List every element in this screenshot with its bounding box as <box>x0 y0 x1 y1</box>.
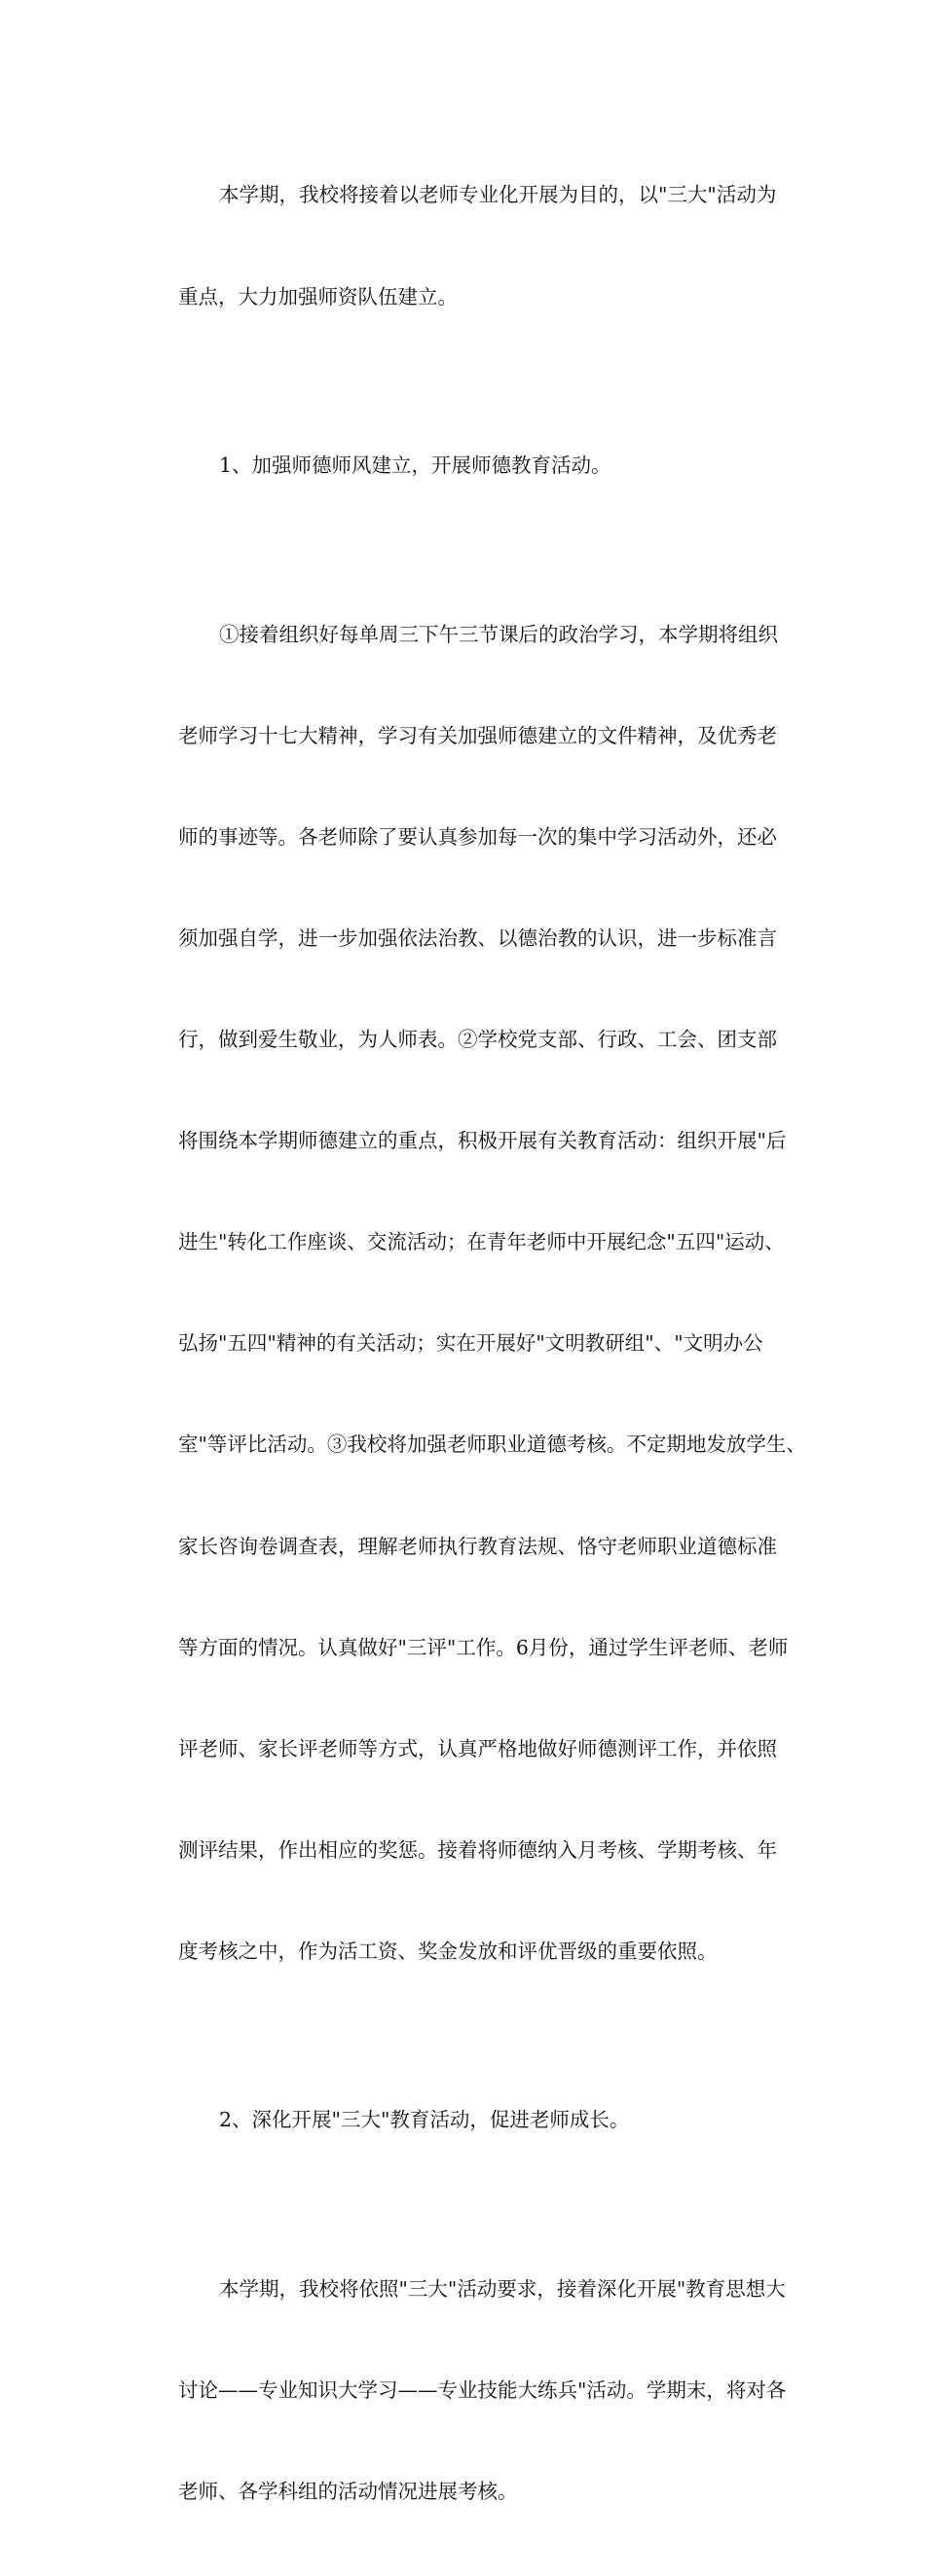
paragraph-intro <box>138 111 793 381</box>
section-heading-2 <box>138 2036 793 2205</box>
text-line: 1、加强师德师风建立，开展师德教育活动。 <box>219 454 611 478</box>
text-line: 老师、各学科组的活动情况进展考核。 <box>178 2480 518 2504</box>
text-line: 须加强自学，进一步加强依法治教、以德治教的认识，进一步标准言 <box>178 925 777 950</box>
text-line: 将围绕本学期师德建立的重点，积极开展有关教育活动：组织开展"后 <box>178 1129 787 1153</box>
paragraph-teacher-ethics <box>138 550 806 2036</box>
section-heading-1 <box>138 381 793 551</box>
text-line: 家长咨询卷调查表，理解老师执行教育法规、恪守老师职业道德标准 <box>178 1534 777 1558</box>
text-line: 室"等评比活动。③我校将加强老师职业道德考核。不定期地发放学生、 <box>178 1433 806 1457</box>
document-body <box>138 111 806 2576</box>
text-line: 老师学习十七大精神，学习有关加强师德建立的文件精神，及优秀老 <box>178 723 777 747</box>
text-line: 行，做到爱生敬业，为人师表。②学校党支部、行政、工会、团支部 <box>178 1027 777 1051</box>
text-line: 进生"转化工作座谈、交流活动；在青年老师中开展纪念"五四"运动、 <box>178 1230 785 1254</box>
text-line: 弘扬"五四"精神的有关活动；实在开展好"文明教研组"、"文明办公 <box>178 1331 763 1356</box>
text-line: ①接着组织好每单周三下午三节课后的政治学习，本学期将组织 <box>219 622 778 646</box>
text-line: 评老师、家长评老师等方式，认真严格地做好师德测评工作，并依照 <box>178 1736 777 1760</box>
text-line: 本学期，我校将接着以老师专业化开展为目的，以"三大"活动为 <box>219 183 777 207</box>
text-line: 等方面的情况。认真做好"三评"工作。6月份，通过学生评老师、老师 <box>178 1635 789 1659</box>
text-line: 重点，大力加强师资队伍建立。 <box>178 284 458 308</box>
text-line: 2、深化开展"三大"教育活动，促进老师成长。 <box>219 2108 630 2132</box>
paragraph-three-activities <box>138 2205 793 2576</box>
text-line: 师的事迹等。各老师除了要认真参加每一次的集中学习活动外，还必 <box>178 824 777 849</box>
text-line: 讨论——专业知识大学习——专业技能大练兵"活动。学期末，将对各 <box>178 2378 787 2403</box>
text-line: 度考核之中，作为活工资、奖金发放和评优晋级的重要依照。 <box>178 1939 718 1963</box>
text-line: 本学期，我校将依照"三大"活动要求，接着深化开展"教育思想大 <box>219 2277 786 2301</box>
text-line: 测评结果，作出相应的奖惩。接着将师德纳入月考核、学期考核、年 <box>178 1837 777 1862</box>
